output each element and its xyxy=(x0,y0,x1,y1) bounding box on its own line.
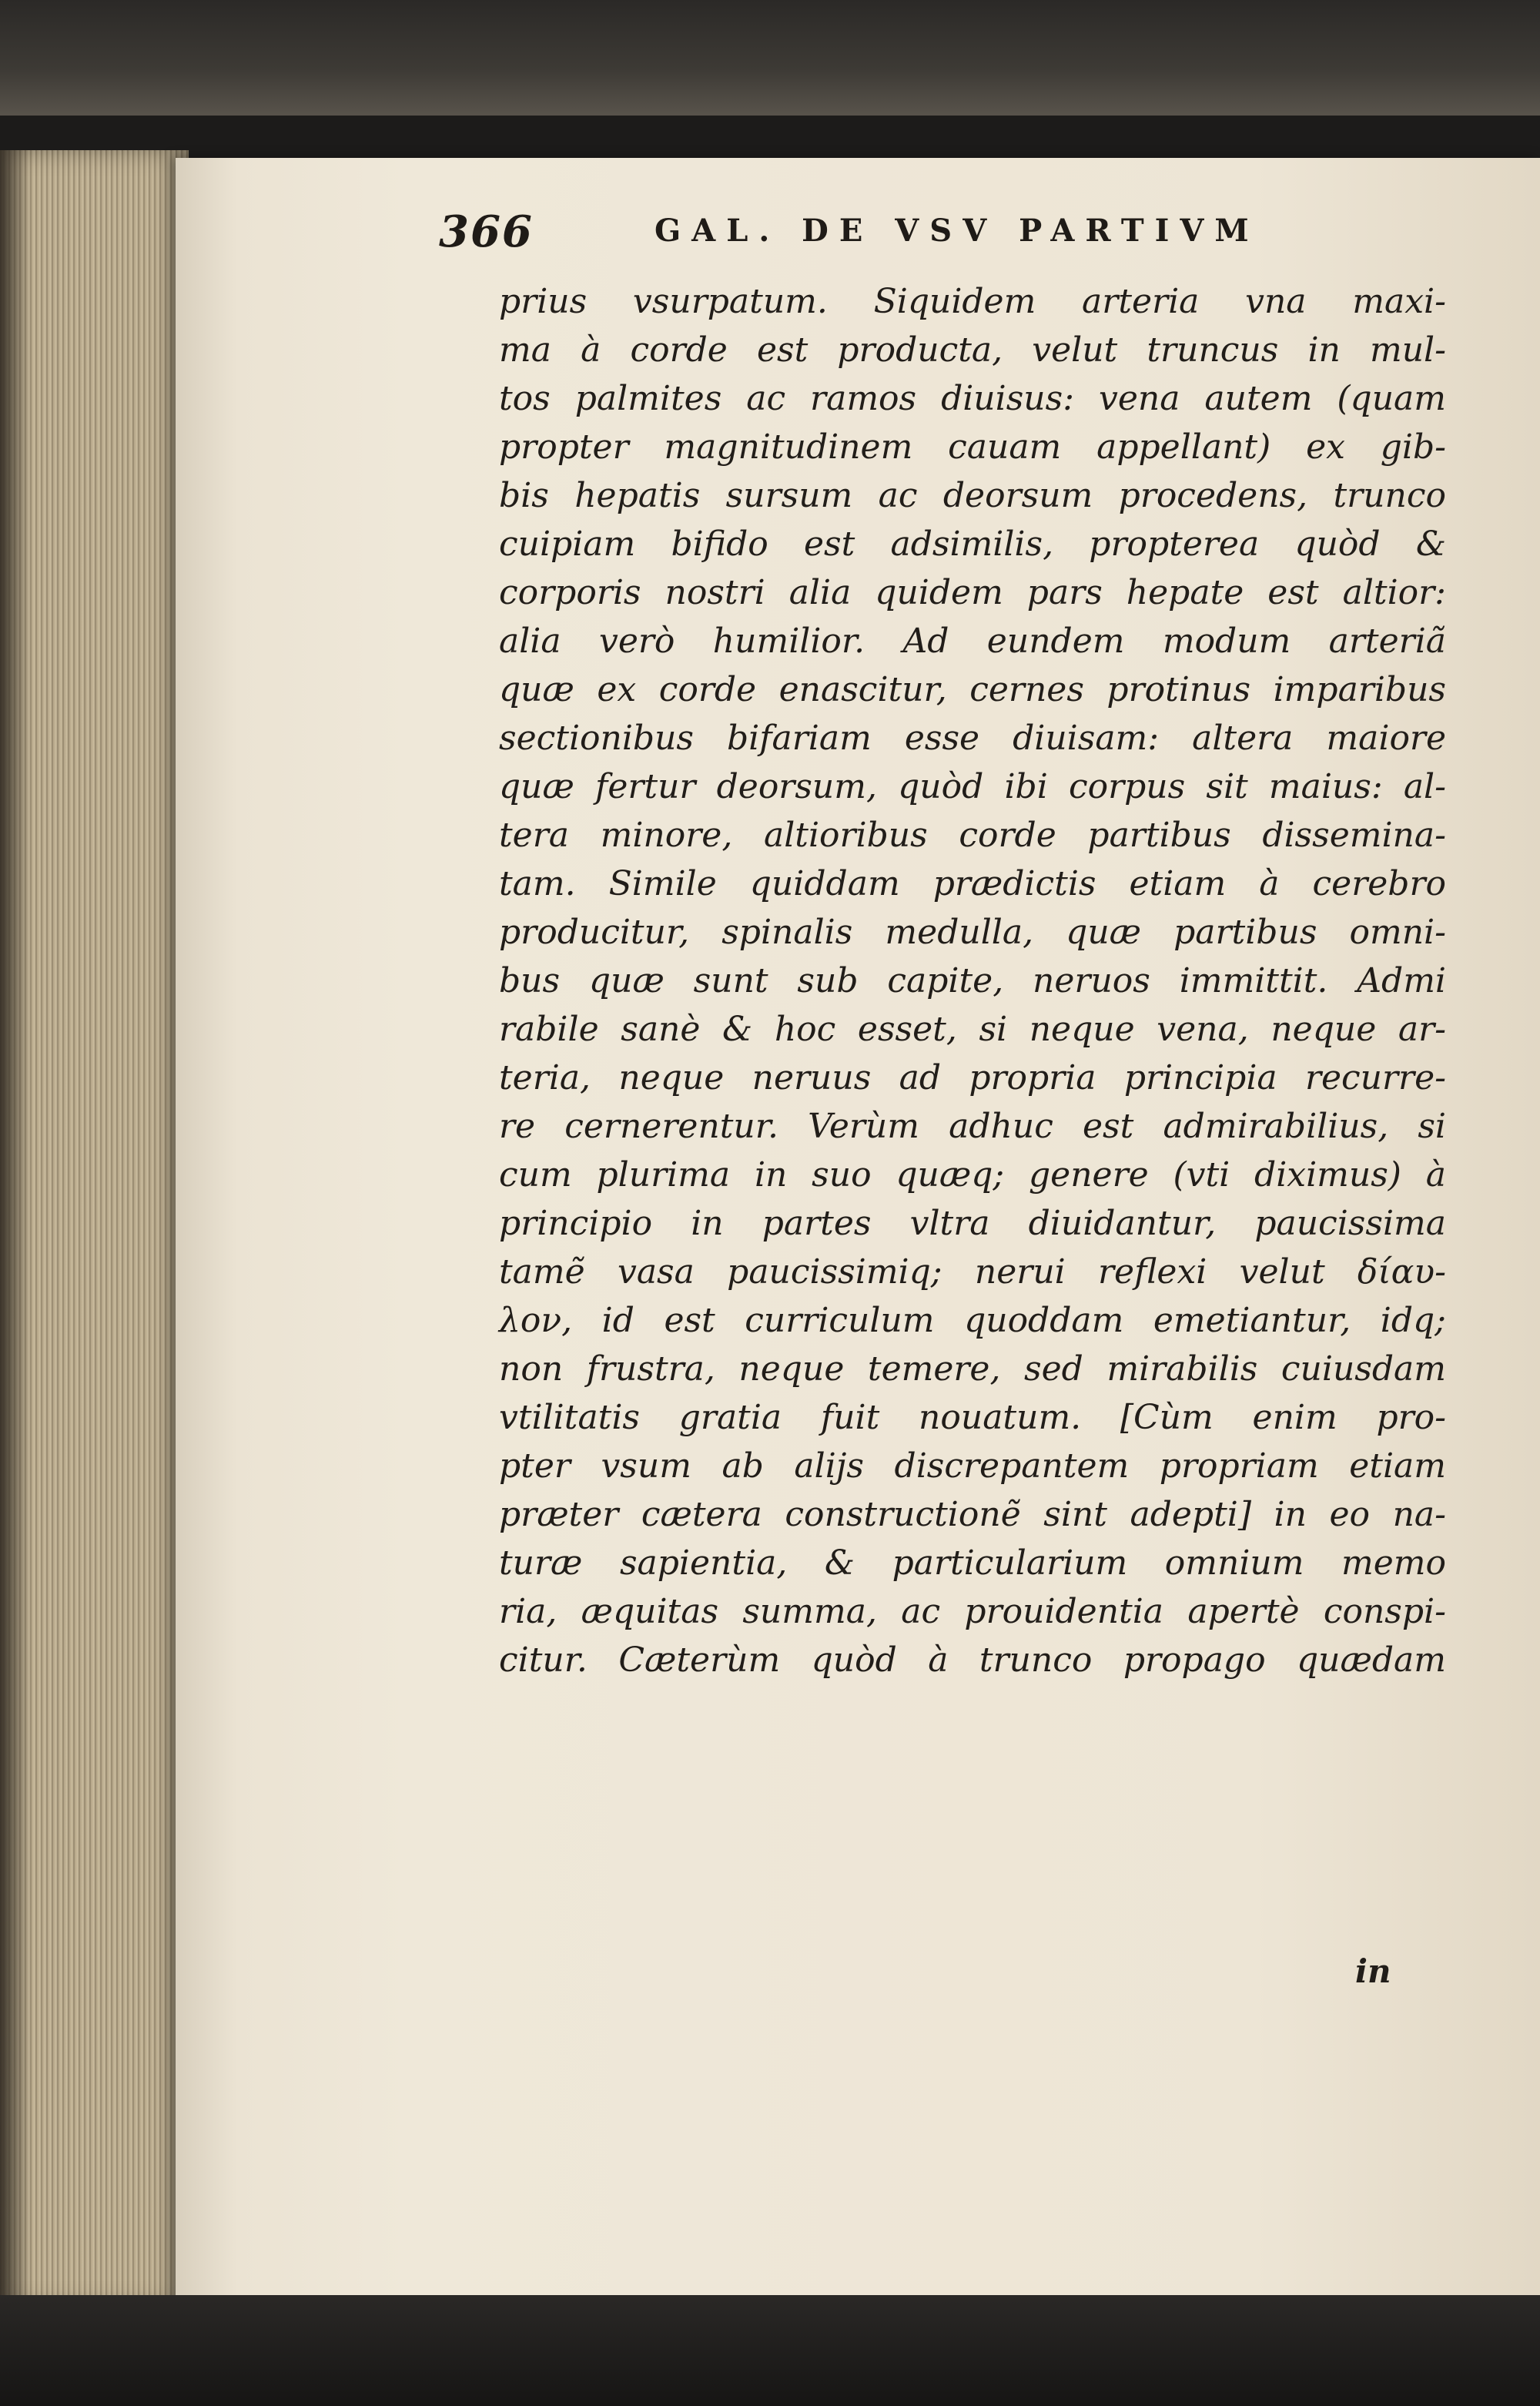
text-line: rabile sanè & hoc esset, si neque vena, neque ar- xyxy=(499,1010,1446,1049)
text-line: non frustra, neque temere, sed mirabilis cuiusdam xyxy=(499,1349,1446,1389)
text-line: tera minore, altioribus corde partibus dissemina- xyxy=(499,816,1446,855)
text-line: producitur, spinalis medulla, quæ partibus omni- xyxy=(499,913,1446,952)
text-line: teria, neque neruus ad propria principia recurre- xyxy=(499,1058,1446,1097)
text-line: quæ ex corde enascitur, cernes protinus imparibus xyxy=(499,670,1446,709)
backdrop-top xyxy=(0,0,1540,116)
catchword: in xyxy=(1355,1952,1391,1990)
running-head: GAL. DE VSV PARTIVM xyxy=(654,213,1260,249)
text-line: propter magnitudinem cauam appellant) ex gib- xyxy=(499,427,1446,467)
text-line: tos palmites ac ramos diuisus: vena autem (quam xyxy=(499,379,1446,418)
book-spine-shadow xyxy=(0,150,31,2307)
backdrop-bottom xyxy=(0,2295,1540,2406)
page-header xyxy=(439,206,1324,260)
text-line: tamẽ vasa paucissimiq; nerui reflexi velut δίαυ- xyxy=(499,1252,1446,1292)
text-line: ma à corde est producta, velut truncus in mul- xyxy=(499,330,1446,370)
text-line: prius vsurpatum. Siquidem arteria vna maxi- xyxy=(499,282,1446,321)
text-line: tam. Simile quiddam prædictis etiam à cerebro xyxy=(499,864,1446,903)
text-line: bis hepatis sursum ac deorsum procedens, trunco xyxy=(499,476,1446,515)
text-line: citur. Cæterùm quòd à trunco propago quædam xyxy=(499,1640,1446,1680)
text-line: quæ fertur deorsum, quòd ibi corpus sit maius: al- xyxy=(499,767,1446,806)
text-line: cum plurima in suo quæq; genere (vti diximus) à xyxy=(499,1155,1446,1195)
text-line: alia verò humilior. Ad eundem modum arteriã xyxy=(499,622,1446,661)
text-line: præter cætera constructionẽ sint adepti] in eo na- xyxy=(499,1495,1446,1534)
text-line: ria, æquitas summa, ac prouidentia apertè conspi- xyxy=(499,1592,1446,1631)
text-line: pter vsum ab alijs discrepantem propriam etiam xyxy=(499,1446,1446,1486)
text-line: bus quæ sunt sub capite, neruos immittit. Admi xyxy=(499,961,1446,1000)
text-line: corporis nostri alia quidem pars hepate est altior: xyxy=(499,573,1446,612)
text-line: re cernerentur. Verùm adhuc est admirabilius, si xyxy=(499,1107,1446,1146)
body-text xyxy=(499,277,1446,1684)
text-line: cuipiam bifido est adsimilis, propterea quòd & xyxy=(499,524,1446,564)
text-line: vtilitatis gratia fuit nouatum. [Cùm enim pro- xyxy=(499,1398,1446,1437)
text-line: λον, id est curriculum quoddam emetiantur, idq; xyxy=(499,1301,1446,1340)
page-number: 366 xyxy=(439,206,534,257)
text-line: turæ sapientia, & particularium omnium memo xyxy=(499,1543,1446,1583)
text-line: principio in partes vltra diuidantur, paucissima xyxy=(499,1204,1446,1243)
text-line: sectionibus bifariam esse diuisam: altera maiore xyxy=(499,719,1446,758)
